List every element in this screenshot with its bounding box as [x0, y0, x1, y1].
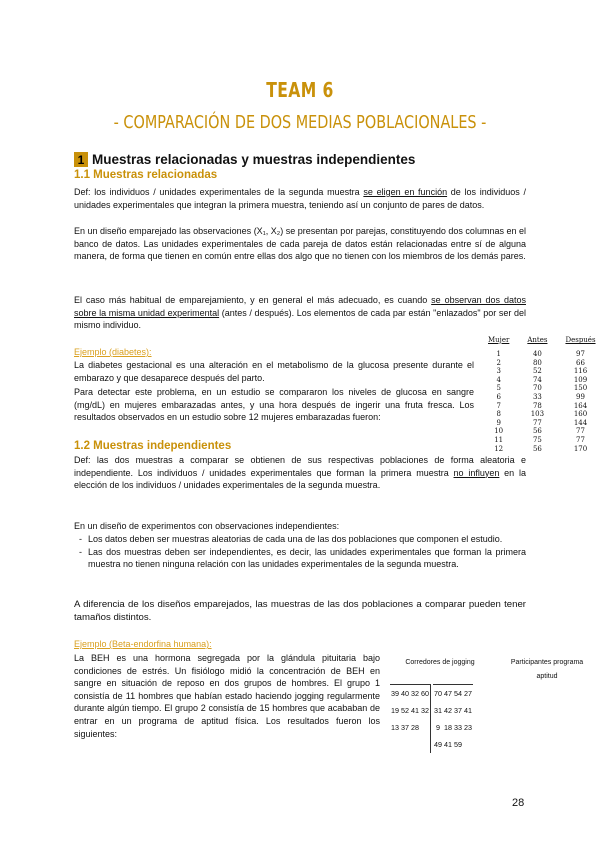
- table-cell: 66: [576, 358, 585, 367]
- table-cell: 60: [420, 685, 431, 703]
- table-cell: 52: [401, 706, 409, 715]
- table-cell: 9: [496, 418, 501, 427]
- table-cell: [400, 736, 410, 753]
- group2-header: Participantes programa aptitud: [510, 659, 584, 680]
- table-row: [479, 419, 600, 428]
- table-cell: 97: [576, 350, 585, 358]
- beh-paragraph: La BEH es una hormona segregada por la glándula pituitaria bajo condiciones de estrés. Un fisiólogo midió la concentración de BEH en sangre en situación de reposo en dos grupos de hombres. El grupo 1 consistía de 11 hombres que habían estado haciendo jogging regularmente durante algún tiempo. El grupo 2 consistía de 15 hombres que acababan de entrar en un programa de aptitud física. Los resultados fueron los siguientes:: [74, 653, 380, 739]
- sample-size-paragraph: A diferencia de los diseños emparejados, las muestras de las dos poblaciones a comparar pueden tener tamaños distintos.: [74, 599, 526, 623]
- pairing-case-paragraph: El caso más habitual de emparejamiento, y en general el más adecuado, es cuando se observan dos datos sobre la misma unidad experimental (antes / después). Los elementos de cada par están "enlazados" por ser del mismo individuo.: [74, 295, 526, 331]
- table-row: [390, 685, 473, 703]
- table-cell: 28: [411, 723, 419, 732]
- table-cell: 3: [496, 367, 501, 376]
- column-header: Mujer: [488, 336, 510, 344]
- table-cell: 31: [434, 706, 442, 715]
- table-cell: 32: [410, 685, 420, 703]
- diabetes-paragraph-1: La diabetes gestacional es una alteración en el metabolismo de la glucosa presente durante el embarazo y que desaparece después del parto.: [74, 360, 474, 383]
- table-cell: 13: [391, 723, 399, 732]
- table-cell: 41: [464, 706, 472, 715]
- page-number: 28: [512, 797, 525, 809]
- list-item: - Las dos muestras deben ser independientes, es decir, las unidades experimentales que forman la primera muestra no tienen ninguna relación con las unidades experimentales de la segunda muestra.: [74, 546, 526, 571]
- table-cell: 4: [496, 375, 501, 384]
- table-row: [479, 376, 600, 385]
- table-row: [479, 367, 600, 376]
- page-title: TEAM 6: [266, 78, 334, 102]
- section-number: 1: [74, 152, 88, 167]
- table-cell: 74: [532, 375, 542, 384]
- table-cell: 23: [464, 723, 472, 732]
- independent-conditions-list: [74, 533, 526, 571]
- table-cell: 52: [532, 367, 542, 376]
- column-header: Antes: [527, 336, 548, 344]
- list-item: - Los datos deben ser muestras aleatorias de cada una de las dos poblaciones que componen el estudio.: [74, 533, 526, 546]
- table-cell: 77: [532, 418, 542, 427]
- table-cell: 80: [532, 358, 542, 367]
- table-cell: 56: [532, 444, 542, 453]
- group1-header: Corredores de jogging: [405, 659, 475, 666]
- table-cell: 160: [573, 410, 588, 419]
- table-row: [479, 436, 600, 445]
- table-row: [479, 445, 600, 454]
- table-cell: 164: [573, 401, 588, 410]
- table-cell: 19: [391, 706, 399, 715]
- table-row: [479, 359, 600, 368]
- page-subtitle: - COMPARACIÓN DE DOS MEDIAS POBLACIONALES -: [113, 112, 487, 133]
- table-cell: 40: [400, 685, 410, 703]
- table-cell: 42: [444, 706, 452, 715]
- table-cell: [410, 736, 420, 753]
- example-beh-label: Ejemplo (Beta-endorfina humana):: [74, 639, 212, 649]
- table-cell: 47: [443, 685, 453, 703]
- definition-related: Def: los individuos / unidades experimentales de la segunda muestra se eligen en función de los individuos / unidades experimentales que integran la primera muestra, teniendo así un conjunto de pares de datos.: [74, 187, 526, 210]
- table-cell: 5: [496, 384, 501, 393]
- table-cell: 32: [421, 706, 429, 715]
- beh-values: [390, 684, 473, 753]
- paired-design-paragraph: En un diseño emparejado las observaciones (X₁, X₂) se presentan por parejas, constituyendo dos columnas en el banco de datos. Las unidades experimentales de cada pareja de datos están relacionadas entre sí de alguna manera, de forma que tienen en común entre ellas dos algo que no tienen con los miembros de los demás pares.: [74, 226, 526, 262]
- table-cell: 170: [573, 444, 588, 453]
- table-cell: 40: [532, 350, 542, 358]
- table-cell: 49: [434, 740, 442, 749]
- table-cell: 144: [573, 418, 588, 427]
- table-cell: 10: [494, 427, 504, 436]
- table-cell: 39: [390, 685, 400, 703]
- table-cell: 33: [532, 392, 542, 401]
- definition-independent: Def: las dos muestras a comparar se obtienen de sus respectivas poblaciones de forma aleatoria e independiente. Los individuos / unidades experimentales que forman la primera muestra no influyen en la elección de los individuos / unidades experimentales de la segunda muestra.: [74, 455, 526, 491]
- table-cell: [420, 736, 431, 753]
- table-row: [479, 393, 600, 402]
- table-cell: 8: [496, 410, 501, 419]
- table-cell: 18: [444, 723, 452, 732]
- table-row: [390, 702, 473, 719]
- table-cell: 12: [494, 444, 504, 453]
- section-title: Muestras relacionadas y muestras independientes: [92, 152, 416, 167]
- table-row: [390, 736, 473, 753]
- table-cell: 41: [411, 706, 419, 715]
- table-cell: 77: [576, 435, 585, 444]
- table-cell: 150: [573, 384, 588, 393]
- table-cell: 99: [576, 392, 585, 401]
- table-cell: 1: [496, 350, 501, 358]
- table-cell: [390, 736, 400, 753]
- table-cell: 70: [532, 384, 542, 393]
- table-row: [479, 402, 600, 411]
- table-cell: 77: [576, 427, 585, 436]
- table-cell: 54: [453, 685, 463, 703]
- table-cell: 7: [496, 401, 501, 410]
- glucose-table: [479, 336, 600, 453]
- diabetes-paragraph-2: Para detectar este problema, en un estudio se compararon los niveles de glucosa en sangre (mg/dL) en mujeres embarazadas antes, y una hora después de ingerir una fruta fresca. Los resultados observados en un estudio sobre 12 mujeres embarazadas fueron:: [74, 387, 474, 423]
- table-row: [479, 410, 600, 419]
- table-cell: [420, 719, 431, 736]
- table-cell: 27: [463, 685, 473, 703]
- example-diabetes-label: Ejemplo (diabetes):: [74, 347, 152, 357]
- subsection-1-1-heading: 1.1 Muestras relacionadas: [74, 169, 218, 181]
- table-cell: 2: [496, 358, 501, 367]
- table-cell: 41: [444, 740, 452, 749]
- table-row: [479, 427, 600, 436]
- table-cell: 109: [573, 375, 588, 384]
- table-row: [479, 350, 600, 359]
- table-cell: 9: [436, 723, 440, 732]
- table-cell: 116: [573, 367, 588, 376]
- independent-design-intro: En un diseño de experimentos con observaciones independientes:: [74, 521, 340, 531]
- table-cell: 33: [454, 723, 462, 732]
- table-cell: 75: [532, 435, 542, 444]
- table-row: [390, 719, 473, 736]
- table-cell: 59: [454, 740, 462, 749]
- table-row: [479, 384, 600, 393]
- table-cell: 11: [494, 435, 504, 444]
- section-heading: [74, 152, 415, 167]
- table-cell: 56: [532, 427, 542, 436]
- table-cell: 70: [433, 685, 443, 703]
- table-cell: 6: [496, 392, 501, 401]
- column-header: Después: [565, 336, 596, 344]
- table-cell: 103: [530, 410, 545, 419]
- subsection-1-2-heading: 1.2 Muestras independientes: [74, 440, 232, 452]
- table-cell: 37: [454, 706, 462, 715]
- table-cell: 37: [401, 723, 409, 732]
- table-cell: [463, 736, 473, 753]
- table-cell: 78: [532, 401, 542, 410]
